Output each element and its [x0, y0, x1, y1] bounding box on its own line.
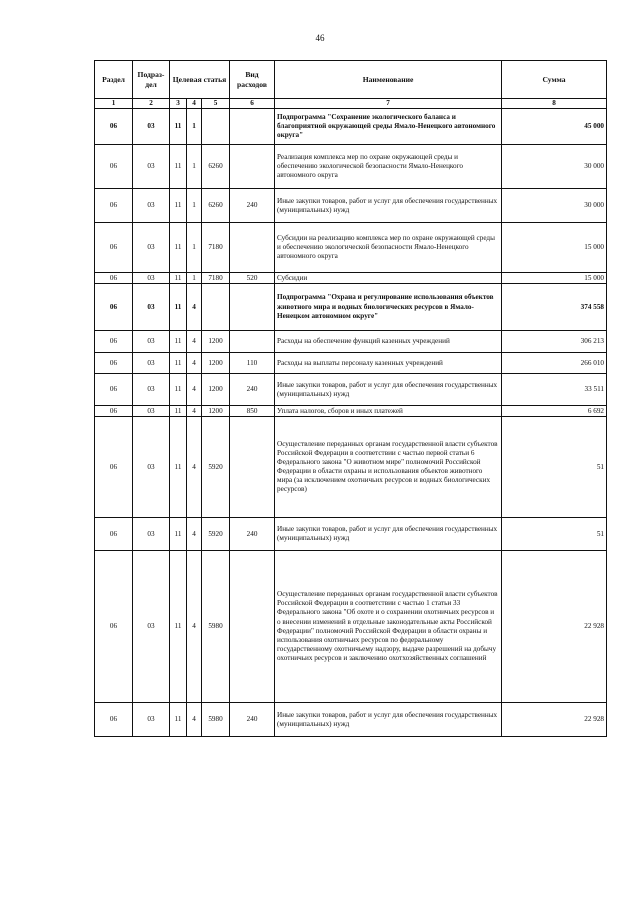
- table-row: [95, 273, 607, 284]
- column-number: 1: [95, 99, 133, 109]
- target-direction-cell: 6260: [202, 145, 230, 189]
- section-cell: 06: [95, 518, 133, 551]
- column-number: 8: [502, 99, 607, 109]
- column-number-row: [95, 99, 607, 109]
- target-subprogram-cell: 1: [187, 109, 202, 145]
- sum-cell: 51: [502, 518, 607, 551]
- expense-type-cell: 240: [230, 374, 275, 406]
- expense-type-cell: [230, 284, 275, 331]
- sum-cell: 374 558: [502, 284, 607, 331]
- target-subprogram-cell: 4: [187, 406, 202, 417]
- sum-cell: 51: [502, 417, 607, 518]
- target-subprogram-cell: 4: [187, 703, 202, 737]
- subsection-cell: 03: [133, 145, 170, 189]
- table-row: [95, 406, 607, 417]
- name-cell: Подпрограмма "Сохранение экологического баланса и благоприятной окружающей среды Ямало-Ненецкого автономного округа": [275, 109, 502, 145]
- expense-type-cell: 240: [230, 518, 275, 551]
- target-subprogram-cell: 4: [187, 518, 202, 551]
- table-row: [95, 353, 607, 374]
- expense-type-cell: [230, 109, 275, 145]
- target-direction-cell: 1200: [202, 331, 230, 353]
- sum-cell: 306 213: [502, 331, 607, 353]
- target-program-cell: 11: [170, 145, 187, 189]
- table-row: [95, 703, 607, 737]
- column-number: 3: [170, 99, 187, 109]
- table-row: [95, 145, 607, 189]
- subsection-cell: 03: [133, 551, 170, 703]
- section-cell: 06: [95, 406, 133, 417]
- target-subprogram-cell: 4: [187, 374, 202, 406]
- target-subprogram-cell: 4: [187, 417, 202, 518]
- sum-cell: 22 928: [502, 703, 607, 737]
- subsection-cell: 03: [133, 374, 170, 406]
- table-row: [95, 551, 607, 703]
- sum-cell: 45 000: [502, 109, 607, 145]
- target-subprogram-cell: 1: [187, 223, 202, 273]
- target-direction-cell: 5980: [202, 703, 230, 737]
- target-subprogram-cell: 1: [187, 189, 202, 223]
- subsection-cell: 03: [133, 223, 170, 273]
- column-number: 5: [202, 99, 230, 109]
- header-subsection: Подраз-дел: [133, 61, 170, 99]
- target-subprogram-cell: 4: [187, 551, 202, 703]
- name-cell: Иные закупки товаров, работ и услуг для обеспечения государственных (муниципальных) нужд: [275, 189, 502, 223]
- expense-type-cell: 520: [230, 273, 275, 284]
- name-cell: Подпрограмма "Охрана и регулирование использования объектов животного мира и водных биологических ресурсов в Ямало-Ненецком автономном округе": [275, 284, 502, 331]
- section-cell: 06: [95, 223, 133, 273]
- subsection-cell: 03: [133, 406, 170, 417]
- section-cell: 06: [95, 417, 133, 518]
- target-direction-cell: 7180: [202, 273, 230, 284]
- section-cell: 06: [95, 273, 133, 284]
- expense-type-cell: 850: [230, 406, 275, 417]
- name-cell: Иные закупки товаров, работ и услуг для обеспечения государственных (муниципальных) нужд: [275, 703, 502, 737]
- target-program-cell: 11: [170, 331, 187, 353]
- column-number: 6: [230, 99, 275, 109]
- sum-cell: 266 010: [502, 353, 607, 374]
- expense-type-cell: [230, 145, 275, 189]
- target-direction-cell: 5920: [202, 518, 230, 551]
- target-program-cell: 11: [170, 284, 187, 331]
- target-program-cell: 11: [170, 518, 187, 551]
- table-row: [95, 518, 607, 551]
- subsection-cell: 03: [133, 331, 170, 353]
- target-direction-cell: 1200: [202, 406, 230, 417]
- header-name: Наименование: [275, 61, 502, 99]
- header-sum: Сумма: [502, 61, 607, 99]
- target-subprogram-cell: 4: [187, 284, 202, 331]
- expense-type-cell: 110: [230, 353, 275, 374]
- target-program-cell: 11: [170, 703, 187, 737]
- target-program-cell: 11: [170, 223, 187, 273]
- section-cell: 06: [95, 145, 133, 189]
- column-number: 4: [187, 99, 202, 109]
- sum-cell: 15 000: [502, 223, 607, 273]
- target-subprogram-cell: 4: [187, 353, 202, 374]
- subsection-cell: 03: [133, 518, 170, 551]
- page-number: 46: [315, 33, 325, 43]
- expense-type-cell: [230, 331, 275, 353]
- section-cell: 06: [95, 551, 133, 703]
- subsection-cell: 03: [133, 109, 170, 145]
- expense-type-cell: 240: [230, 703, 275, 737]
- name-cell: Иные закупки товаров, работ и услуг для обеспечения государственных (муниципальных) нужд: [275, 518, 502, 551]
- target-direction-cell: 5920: [202, 417, 230, 518]
- header-section: Раздел: [95, 61, 133, 99]
- column-number: 7: [275, 99, 502, 109]
- table-row: [95, 109, 607, 145]
- target-program-cell: 11: [170, 417, 187, 518]
- subsection-cell: 03: [133, 284, 170, 331]
- target-subprogram-cell: 1: [187, 145, 202, 189]
- target-program-cell: 11: [170, 109, 187, 145]
- name-cell: Реализация комплекса мер по охране окружающей среды и обеспечению экологической безопасности Ямало-Ненецкого автономного округа: [275, 145, 502, 189]
- target-direction-cell: [202, 284, 230, 331]
- subsection-cell: 03: [133, 703, 170, 737]
- table-row: [95, 223, 607, 273]
- name-cell: Субсидии на реализацию комплекса мер по охране окружающей среды и обеспечению экологической безопасности Ямало-Ненецкого автономного округа: [275, 223, 502, 273]
- expense-type-cell: 240: [230, 189, 275, 223]
- target-program-cell: 11: [170, 374, 187, 406]
- target-subprogram-cell: 4: [187, 331, 202, 353]
- name-cell: Иные закупки товаров, работ и услуг для обеспечения государственных (муниципальных) нужд: [275, 374, 502, 406]
- header-target-article: Целевая статья: [170, 61, 230, 99]
- header-expense-type: Вид расходов: [230, 61, 275, 99]
- name-cell: Расходы на выплаты персоналу казенных учреждений: [275, 353, 502, 374]
- target-program-cell: 11: [170, 189, 187, 223]
- table-header-row: [95, 61, 607, 99]
- table-body: [95, 109, 607, 737]
- table-row: [95, 331, 607, 353]
- table-row: [95, 284, 607, 331]
- section-cell: 06: [95, 331, 133, 353]
- name-cell: Осуществление переданных органам государственной власти субъектов Российской Федерации в соответствии с частью первой статьи 6 Федерального закона "О животном мире" полномочий Российской Федерации в области охраны и использования объектов животного мира (за исключением охотничьих ресурсов и водных биологических ресурсов): [275, 417, 502, 518]
- section-cell: 06: [95, 189, 133, 223]
- column-number: 2: [133, 99, 170, 109]
- section-cell: 06: [95, 374, 133, 406]
- table-row: [95, 374, 607, 406]
- sum-cell: 30 000: [502, 145, 607, 189]
- section-cell: 06: [95, 284, 133, 331]
- expense-type-cell: [230, 417, 275, 518]
- subsection-cell: 03: [133, 189, 170, 223]
- name-cell: Субсидии: [275, 273, 502, 284]
- target-subprogram-cell: 1: [187, 273, 202, 284]
- sum-cell: 22 928: [502, 551, 607, 703]
- table-row: [95, 417, 607, 518]
- target-program-cell: 11: [170, 353, 187, 374]
- budget-table: [94, 60, 607, 737]
- table-row: [95, 189, 607, 223]
- name-cell: Осуществление переданных органам государственной власти субъектов Российской Федерации в соответствии с частью 1 статьи 33 Федерального закона "Об охоте и о сохранении охотничьих ресурсов и о внесении изменений в отдельные законодательные акты Российской Федерации" полномочий Российской Федерации в области охраны и использования охотничьих ресурсов по федеральному государственному охотничьему надзору, выдаче разрешений на добычу охотничьих ресурсов и заключению охотхозяйственных соглашений: [275, 551, 502, 703]
- target-direction-cell: 1200: [202, 353, 230, 374]
- target-direction-cell: 1200: [202, 374, 230, 406]
- sum-cell: 33 511: [502, 374, 607, 406]
- sum-cell: 15 000: [502, 273, 607, 284]
- target-program-cell: 11: [170, 273, 187, 284]
- subsection-cell: 03: [133, 417, 170, 518]
- target-direction-cell: 6260: [202, 189, 230, 223]
- expense-type-cell: [230, 223, 275, 273]
- name-cell: Расходы на обеспечение функций казенных учреждений: [275, 331, 502, 353]
- subsection-cell: 03: [133, 273, 170, 284]
- section-cell: 06: [95, 109, 133, 145]
- sum-cell: 30 000: [502, 189, 607, 223]
- name-cell: Уплата налогов, сборов и иных платежей: [275, 406, 502, 417]
- sum-cell: 6 692: [502, 406, 607, 417]
- target-direction-cell: 7180: [202, 223, 230, 273]
- target-direction-cell: [202, 109, 230, 145]
- target-program-cell: 11: [170, 406, 187, 417]
- section-cell: 06: [95, 353, 133, 374]
- target-program-cell: 11: [170, 551, 187, 703]
- subsection-cell: 03: [133, 353, 170, 374]
- target-direction-cell: 5980: [202, 551, 230, 703]
- section-cell: 06: [95, 703, 133, 737]
- expense-type-cell: [230, 551, 275, 703]
